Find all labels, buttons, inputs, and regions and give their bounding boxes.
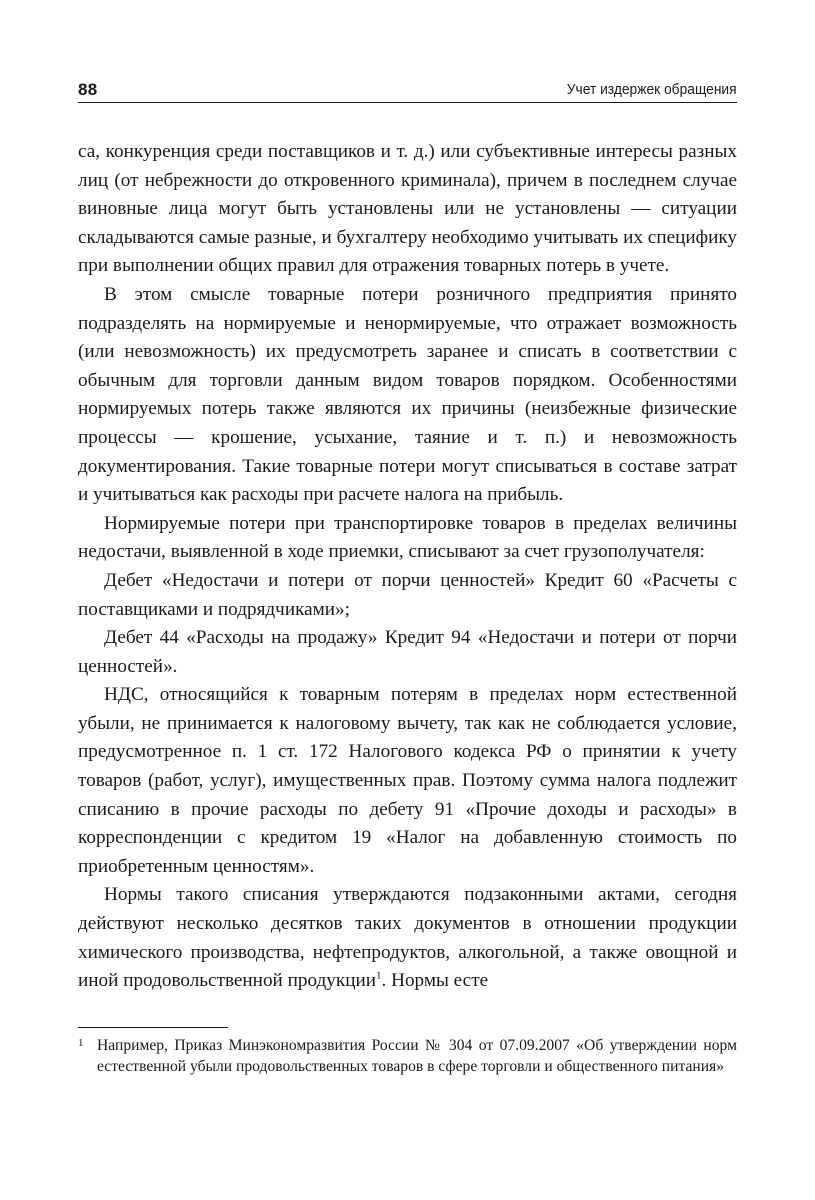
footnote-marker: 1 [78,1037,84,1049]
paragraph-last-tail: . Нормы есте [381,970,489,992]
footnote-divider [78,1027,228,1028]
paragraph-2: В этом смысле товарные потери розничного предприятия принято подразделять на нормируемые и ненормируемые, что отражает возможность (или невозможность) их предусмотреть заранее и списать в соответствии с обычным для торговли данным видом товаров порядком. Особенностями нормируемых потерь также являются их причины (неизбежные физические процессы — крошение, усыхание, таяние и т. п.) и невозможность документирования. Такие товарные потери могут списываться в составе затрат и учитываться как расходы при расчете налога на прибыль. [78,283,737,506]
paragraph-last-text: Нормы такого списания утверждаются подзаконными актами, сегодня действуют несколько десятков таких документов в отношении продукции химического производства, нефтепродуктов, алкогольной, а также овощной и иной продовольственной продукции [78,884,737,992]
posting-entry-1: Дебет «Недостачи и потери от порчи ценностей» Кредит 60 «Расчеты с поставщиками и подрядчиками»; [78,569,737,620]
running-header [78,78,737,103]
body-text [78,138,737,996]
running-title: Учет издержек обращения [567,81,737,98]
paragraph-1: са, конкуренция среди поставщиков и т. д.) или субъективные интересы разных лиц (от небрежности до откровенного криминала), причем в последнем случае виновные лица могут быть установлены или не установлены — ситуации складываются самые разные, и бухгалтеру необходимо учитывать их специфику при выполнении общих правил для отражения товарных потерь в учете. [78,141,737,277]
paragraph-3: Нормируемые потери при транспортировке товаров в пределах величины недостачи, выявленной в ходе приемки, списывают за счет грузополучателя: [78,512,737,563]
footnote [78,1036,737,1077]
footnote-text: Например, Приказ Минэкономразвития России № 304 от 07.09.2007 «Об утверждении норм естественной убыли продовольственных товаров в сфере торговли и общественного питания» [97,1037,737,1075]
paragraph-vat: НДС, относящийся к товарным потерям в пределах норм естественной убыли, не принимается к налоговому вычету, так как не соблюдается условие, предусмотренное п. 1 ст. 172 Налогового кодекса РФ о принятии к учету товаров (работ, услуг), имущественных прав. Поэтому сумма налога подлежит списанию в прочие расходы по дебету 91 «Прочие доходы и расходы» в корреспонденции с кредитом 19 «Налог на добавленную стоимость по приобретенным ценностям». [78,684,737,877]
footnote-reference[interactable]: 1 [376,969,382,982]
page-number: 88 [78,80,98,99]
posting-entry-2: Дебет 44 «Расходы на продажу» Кредит 94 «Недостачи и потери от порчи ценностей». [78,627,737,677]
paragraph-last [78,881,737,995]
